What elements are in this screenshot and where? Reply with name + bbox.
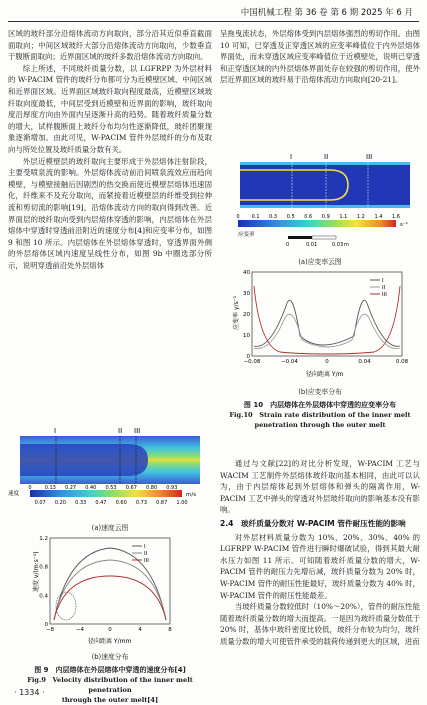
fig10-caption-en-1: Fig.10 Strain rate distribution of the inner melt xyxy=(229,411,411,419)
fig10-curve-2 xyxy=(254,314,400,348)
fig9-legend-label-2: II xyxy=(144,551,148,557)
fig9-legend-title: 速度 xyxy=(8,491,20,497)
fig9-x-ticks xyxy=(46,627,172,633)
fig9-velocity-chart xyxy=(8,532,212,647)
fig10-caption-en-2: penetration through the outer melt xyxy=(254,421,386,429)
left-paragraph-2: 综上所述，不同玻纤质量分数，以 LGFRPP 为外层材料的 W-PACIM 管件的玻纤分布都可分为近模壁区域、中间区域和近界面区域。近界面区域玻纤取向程度最高，近模壁区域玻纤取向度最低，中间层受到近模壁和近界面的影响，玻纤取向度沿厚度方向由外面内呈逐渐升高的趋势。随着玻纤质量分数的增大，试样腹断面上玻纤分布均匀性逐渐降低，玻纤团聚现象逐渐增加。由此可见，W-PACIM 管件外层玻纤的分布及取向与所处位置及玻纤质量分数有关。 xyxy=(8,63,212,154)
fig9-x-label: 径向距离 Y/mm xyxy=(88,638,132,645)
fig9-curve-1 xyxy=(54,548,166,620)
fig10-plot-frame xyxy=(252,272,402,356)
fig9-curve-2 xyxy=(54,560,166,620)
right-paragraph-1: 呈拖曳流状态，外层熔体受到内层熔体强烈的剪切作用。由图 10 可知，已穿透及正穿透区域的应变率峰值位于内外层熔体界面处，而未穿透区域应变率峰值位于近模壁处，说明已穿透和正穿透区域的内外层熔体界面处存在较强的剪切作用，使外层近界面区域的玻纤易于沿熔体流动方向取向[20-21]。 xyxy=(220,29,420,85)
right-column-bottom xyxy=(220,458,420,648)
fig10-y-ticks xyxy=(243,270,251,360)
right-paragraph-3: 对外层材料质量分数为 10%、20%、30%、40% 的 LGFRPP W-PACIM 管件进行瞬时爆破试验，得到其最大耐水压力如图 11 所示。可知随着玻纤质量分数的增大，W-PACIM 管件的耐压力先增后减，玻纤质量分数为 20% 时，W-PACIM 管件的耐压性能最好，玻纤质量分数为 40% 时，W-PACIM 管件的耐压性能最差。 xyxy=(220,532,420,600)
fig10-section-label-2: II xyxy=(324,153,329,161)
fig10-caption-cn: 图 10 内层熔体在外层熔体中穿透的应变率分布 xyxy=(243,401,397,409)
fig9-subcaption-b: (b)速度分布 xyxy=(91,653,129,661)
journal-title: 中国机械工程 第 36 卷 第 6 期 2025 年 6 月 xyxy=(240,8,413,18)
fig9-legend-unit: m/s xyxy=(186,492,197,498)
fig9-legend-label-3: III xyxy=(144,558,149,564)
page-header xyxy=(0,0,427,22)
fig9-scale-tick-bottom: 0.87 xyxy=(156,500,168,506)
fig10-strain-chart xyxy=(220,266,420,382)
fig9-scale-tick-top: 0.27 xyxy=(64,485,77,491)
fig10-legend-label-1: I xyxy=(382,278,384,284)
fig9-y-ticks xyxy=(39,536,48,628)
fig9-scale-tick-bottom: 0.20 xyxy=(54,500,66,506)
fig9-x-tick: 0 xyxy=(108,627,112,633)
fig9-scale-tick-bottom: 0.47 xyxy=(95,500,107,506)
fig9-caption-en-1: Fig.9 Velocity distribution of the inner melt penetration xyxy=(27,676,193,694)
fig10-scale-tick: 0.5 xyxy=(286,214,295,220)
fig9-scale-tick-bottom: 1.00 xyxy=(176,500,188,506)
left-column xyxy=(8,28,212,271)
fig9-scale-tick-bottom: 0.07 xyxy=(34,500,46,506)
fig10-x-label: 径向距离 Y/m xyxy=(306,371,344,378)
fig9-y-label: 速度 v/(m·s⁻¹) xyxy=(33,551,40,592)
fig10-wall-top xyxy=(240,162,410,165)
fig9-x-tick: 4 xyxy=(138,627,142,633)
fig10-x-tick: −0.04 xyxy=(281,359,298,365)
section-heading-2-4: 2.4 玻纤质量分数对 W-PACIM 管件耐压性能的影响 xyxy=(220,518,406,528)
fig9-y-tick: 0 xyxy=(44,622,48,628)
fig10-x-tick: 0.04 xyxy=(358,359,371,365)
fig10-y-tick: 10 xyxy=(243,333,250,339)
fig9-x-tick: 8 xyxy=(168,627,172,633)
fig9-scale-tick-bottom: 0.73 xyxy=(135,500,148,506)
fig10-color-scale xyxy=(238,220,396,227)
fig9-caption-en-2: through the outer melt[4] xyxy=(61,696,159,704)
fig10-x-tick: −0.08 xyxy=(243,359,261,365)
fig10-scale-tick: 1.1 xyxy=(339,214,348,220)
fig9-scale-tick-top: 0.40 xyxy=(85,485,97,491)
fig10-scale-label-0: 0 xyxy=(286,242,290,248)
fig9-legend xyxy=(132,544,149,564)
right-column-top xyxy=(220,28,420,86)
fig10-y-tick: 20 xyxy=(243,312,250,318)
fig10-scale-tick: 0.1 xyxy=(251,214,260,220)
left-paragraph-1: 区域的玻纤部分沿熔体流动方向取向，部分沿其近似垂直截面面取向；中间区域玻纤大部分沿熔体流动方向取向，少数垂直于腹断面取向；近界面区域的玻纤多数沿熔体流动方向取向。 xyxy=(8,29,212,62)
fig10-scale-tick: 0.9 xyxy=(321,214,330,220)
fig9-y-tick: 1.2 xyxy=(39,536,48,542)
fig9-section-label-2: II xyxy=(118,427,123,435)
left-paragraph-3: 外层近模壁层的玻纤取向主要形成于外层熔体注射阶段，主要受喷泉流的影响。外层熔体流动前沿间喷泉流效应而趋向模壁，与模壁接触后因剧烈的热交换而使近模壁层熔体迅速固化，纤维来不及充分取向，而紧接着近模壁层的纤维受到拉伸流和剪切流的影响[19]，沿熔体流动方向的取向得到改善。近界面层的玻纤取向受到内层熔体穿透的影响，内层熔体在外层熔体中穿透时穿透前沿附近的速度分布[4]和应变率分布，如图 9 和图 10 所示。内层熔体在外层熔体穿透时，穿透界面外侧的外层熔体区域内速度呈线性分布，如图 9b 中圈选部分所示，说明穿透前沿处外层熔体 xyxy=(8,156,212,270)
fig10-scale-tick: 0.6 xyxy=(304,214,313,220)
fig10-scale-tick: 1.4 xyxy=(374,214,383,220)
fig10-scale-tick: 0.3 xyxy=(269,214,278,220)
fig9-plot-frame xyxy=(50,538,170,624)
fig10-legend-label-3: III xyxy=(382,292,387,298)
fig10-curve-3 xyxy=(254,286,400,354)
fig10-subcaption-b: (b)应变率分布 xyxy=(298,388,342,396)
fig10-scale-bar-light xyxy=(312,236,336,239)
fig10-scale-ticks xyxy=(236,214,400,220)
fig10-legend-title: 应变率 xyxy=(238,232,255,238)
fig10-strain-contour xyxy=(220,150,420,260)
figure-10 xyxy=(220,150,420,450)
fig10-section-label-3: III xyxy=(366,153,373,161)
fig10-x-ticks xyxy=(244,359,409,365)
page-number: · 1334 · xyxy=(14,688,45,697)
fig9-curve-3 xyxy=(54,576,166,620)
fig9-x-tick: −4 xyxy=(75,627,85,633)
fig9-scale-tick-bottom: 0.60 xyxy=(115,500,127,506)
fig9-color-scale xyxy=(30,490,182,497)
fig10-section-label-1: I xyxy=(290,153,293,161)
fig10-y-tick: 40 xyxy=(243,270,250,276)
fig10-curve-1 xyxy=(254,300,400,346)
fig10-scale-unit: m xyxy=(344,242,349,248)
fig10-y-label: 应变率 γ/s⁻¹ xyxy=(233,295,240,330)
fig10-strain-field xyxy=(240,162,410,208)
fig10-x-tick: 0.08 xyxy=(395,359,409,365)
fig9-section-label-3: III xyxy=(134,427,141,435)
fig9-scale-tick-top: 0.13 xyxy=(44,485,56,491)
fig9-y-tick: 0.8 xyxy=(39,564,48,571)
fig9-scale-ticks-bottom xyxy=(35,500,188,506)
fig9-scale-tick-top: 0.53 xyxy=(105,485,117,491)
fig10-scale-label-2: 0.03 xyxy=(332,242,344,248)
fig9-inner-melt-region xyxy=(20,444,148,476)
fig10-legend xyxy=(370,278,387,298)
fig10-scale-label-1: 0.01 xyxy=(306,242,318,248)
fig9-scale-tick-top: 0 xyxy=(28,485,32,491)
fig9-velocity-contour xyxy=(8,424,212,524)
fig10-wall-bottom xyxy=(240,205,410,208)
fig10-subcaption-a: (a)应变率云图 xyxy=(298,258,342,266)
fig9-caption-cn: 图 9 内层熔体在外层熔体中穿透的速度分布[4] xyxy=(34,666,186,674)
right-paragraph-2: 通过与文献[22]的对比分析发现，W-PACIM 工艺与 WACIM 工艺制件外层熔体玻纤取向基本相同，由此可以认为，由于内层熔体起到外层熔体和弹头的隔离作用，W-PACIM 工艺中弹头的穿透对外层玻纤取向的影响基本没有影响。 xyxy=(220,459,420,515)
fig9-scale-tick-bottom: 0.33 xyxy=(75,500,87,506)
fig9-scale-tick-top: 0.80 xyxy=(146,485,158,491)
header-rule xyxy=(8,21,419,22)
fig9-x-tick: −8 xyxy=(45,627,55,633)
fig10-legend-unit: s⁻¹ xyxy=(400,222,408,228)
fig9-subcaption-a: (a)速度云图 xyxy=(91,524,129,532)
fig10-scale-tick: 1.6 xyxy=(392,214,400,220)
fig9-y-tick: 0.4 xyxy=(39,593,48,600)
fig9-section-label-1: I xyxy=(54,427,57,435)
fig10-y-tick: 30 xyxy=(243,291,250,297)
fig9-legend-label-1: I xyxy=(144,544,146,550)
fig10-scale-tick: 1.2 xyxy=(356,214,365,220)
fig10-y-tick: 0 xyxy=(246,354,250,360)
fig9-scale-tick-top: 0.67 xyxy=(125,485,137,491)
fig10-scale-tick: 0 xyxy=(236,214,240,220)
fig10-legend-label-2: II xyxy=(382,285,386,291)
right-paragraph-4: 当玻纤质量分数较低时（10%～20%），管件的耐压性能随着玻纤质量分数的增大而提高。一是因为玻纤质量分数低于 20% 时，基体中玻纤密度比较低，玻纤分布较为均匀，玻纤质量分数的增大可使管件承受的载荷传递到更大的区域，进而 xyxy=(220,602,420,646)
fig10-scale-bar-dark xyxy=(288,236,312,239)
fig9-scale-tick-top: 0.93 xyxy=(166,485,178,491)
fig10-x-tick: 0 xyxy=(325,359,329,365)
